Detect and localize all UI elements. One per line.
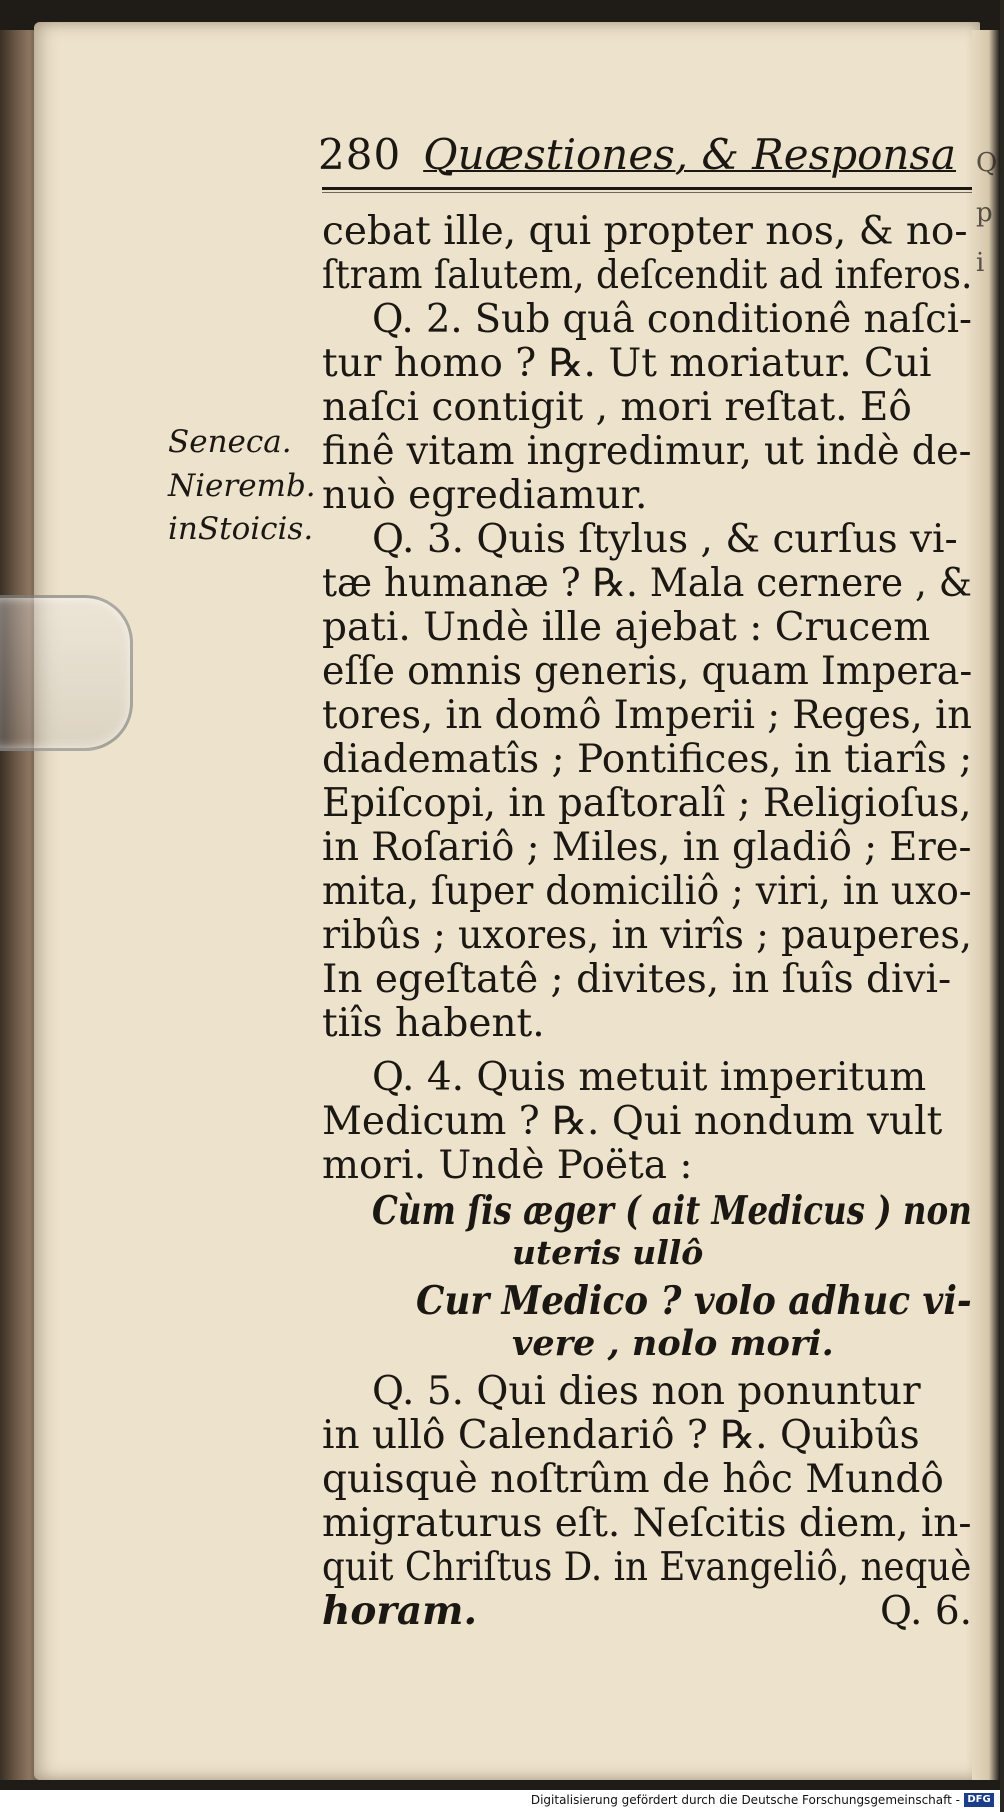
text-line: diadematîs ; Pontifices, in tiarîs ; xyxy=(322,737,973,782)
text-line: migraturus eſt. Neſcitis diem, in- xyxy=(322,1501,972,1546)
text-line: Q. 4. Quis metuit imperitum xyxy=(372,1055,927,1100)
text-line: horam. xyxy=(322,1588,478,1634)
text-line: nuò egrediamur. xyxy=(322,473,648,518)
catchword: Q. 6. xyxy=(880,1589,973,1634)
margin-note: Seneca. xyxy=(168,424,292,460)
margin-note: inStoicis. xyxy=(168,511,314,547)
text-line: tæ humanæ ? ℞. Mala cernere , & xyxy=(322,561,972,606)
verse-line: Cùm ſis æger ( ait Medicus ) non xyxy=(372,1188,972,1234)
text-line: Epiſcopi, in paſtoralî ; Religioſus, xyxy=(322,781,972,826)
text-line: ſtram ſalutem, deſcendit ad inferos. xyxy=(322,253,973,298)
margin-note: Nieremb. xyxy=(168,468,316,504)
page-header xyxy=(318,130,956,179)
verse-line: uteris ullô xyxy=(512,1233,704,1272)
header-rule xyxy=(322,187,972,190)
page-number: 280 xyxy=(318,130,402,179)
text-line: tiîs habent. xyxy=(322,1001,545,1046)
text-line: In egeſtatê ; divites, in ſuîs divi- xyxy=(322,957,952,1002)
text-line: mori. Undè Poëta : xyxy=(322,1143,693,1188)
next-page-bleed: p xyxy=(976,198,993,228)
text-line: cebat ille, qui propter nos, & no- xyxy=(322,209,968,254)
text-line: in ullô Calendariô ? ℞. Quibûs xyxy=(322,1413,920,1458)
next-page-bleed: Q. xyxy=(976,148,1004,178)
text-line: pati. Undè ille ajebat : Crucem xyxy=(322,605,931,650)
header-rule-thin xyxy=(322,192,972,193)
verse-line: vere , nolo mori. xyxy=(512,1323,834,1364)
text-line: eſſe omnis generis, quam Impera- xyxy=(322,649,973,694)
page-clip xyxy=(0,595,133,751)
running-title: Quæstiones, & Responsa xyxy=(423,130,957,179)
next-page-bleed: i xyxy=(976,248,985,278)
footer-credit: Digitalisierung gefördert durch die Deutsche Forschungsgemeinschaft - xyxy=(530,1793,960,1807)
dfg-logo-icon: DFG xyxy=(964,1793,994,1807)
verse-line: Cur Medico ? volo adhuc vi- xyxy=(416,1278,972,1324)
text-line: tores, in domô Imperii ; Reges, in xyxy=(322,693,972,738)
text-line: naſci contigit , mori reſtat. Eô xyxy=(322,385,912,430)
text-line: tur homo ? ℞. Ut moriatur. Cui xyxy=(322,341,932,386)
text-line: quisquè noſtrûm de hôc Mundô xyxy=(322,1457,944,1502)
page-right-edge xyxy=(972,30,1004,1780)
text-line: finê vitam ingredimur, ut indè de- xyxy=(322,429,972,474)
text-line: in Roſariô ; Miles, in gladiô ; Ere- xyxy=(322,825,972,870)
text-line: Q. 2. Sub quâ conditionê naſci- xyxy=(372,297,973,342)
text-line: quit Chriſtus D. in Evangeliô, nequè xyxy=(322,1545,972,1590)
text-line: ribûs ; uxores, in virîs ; pauperes, xyxy=(322,913,973,958)
text-line: mita, ſuper domiciliô ; viri, in uxo- xyxy=(322,869,972,914)
text-line: Q. 3. Quis ſtylus , & curſus vi- xyxy=(372,517,958,562)
digitization-footer xyxy=(0,1790,1000,1812)
text-line: Q. 5. Qui dies non ponuntur xyxy=(372,1369,921,1414)
text-line: Medicum ? ℞. Qui nondum vult xyxy=(322,1099,943,1144)
